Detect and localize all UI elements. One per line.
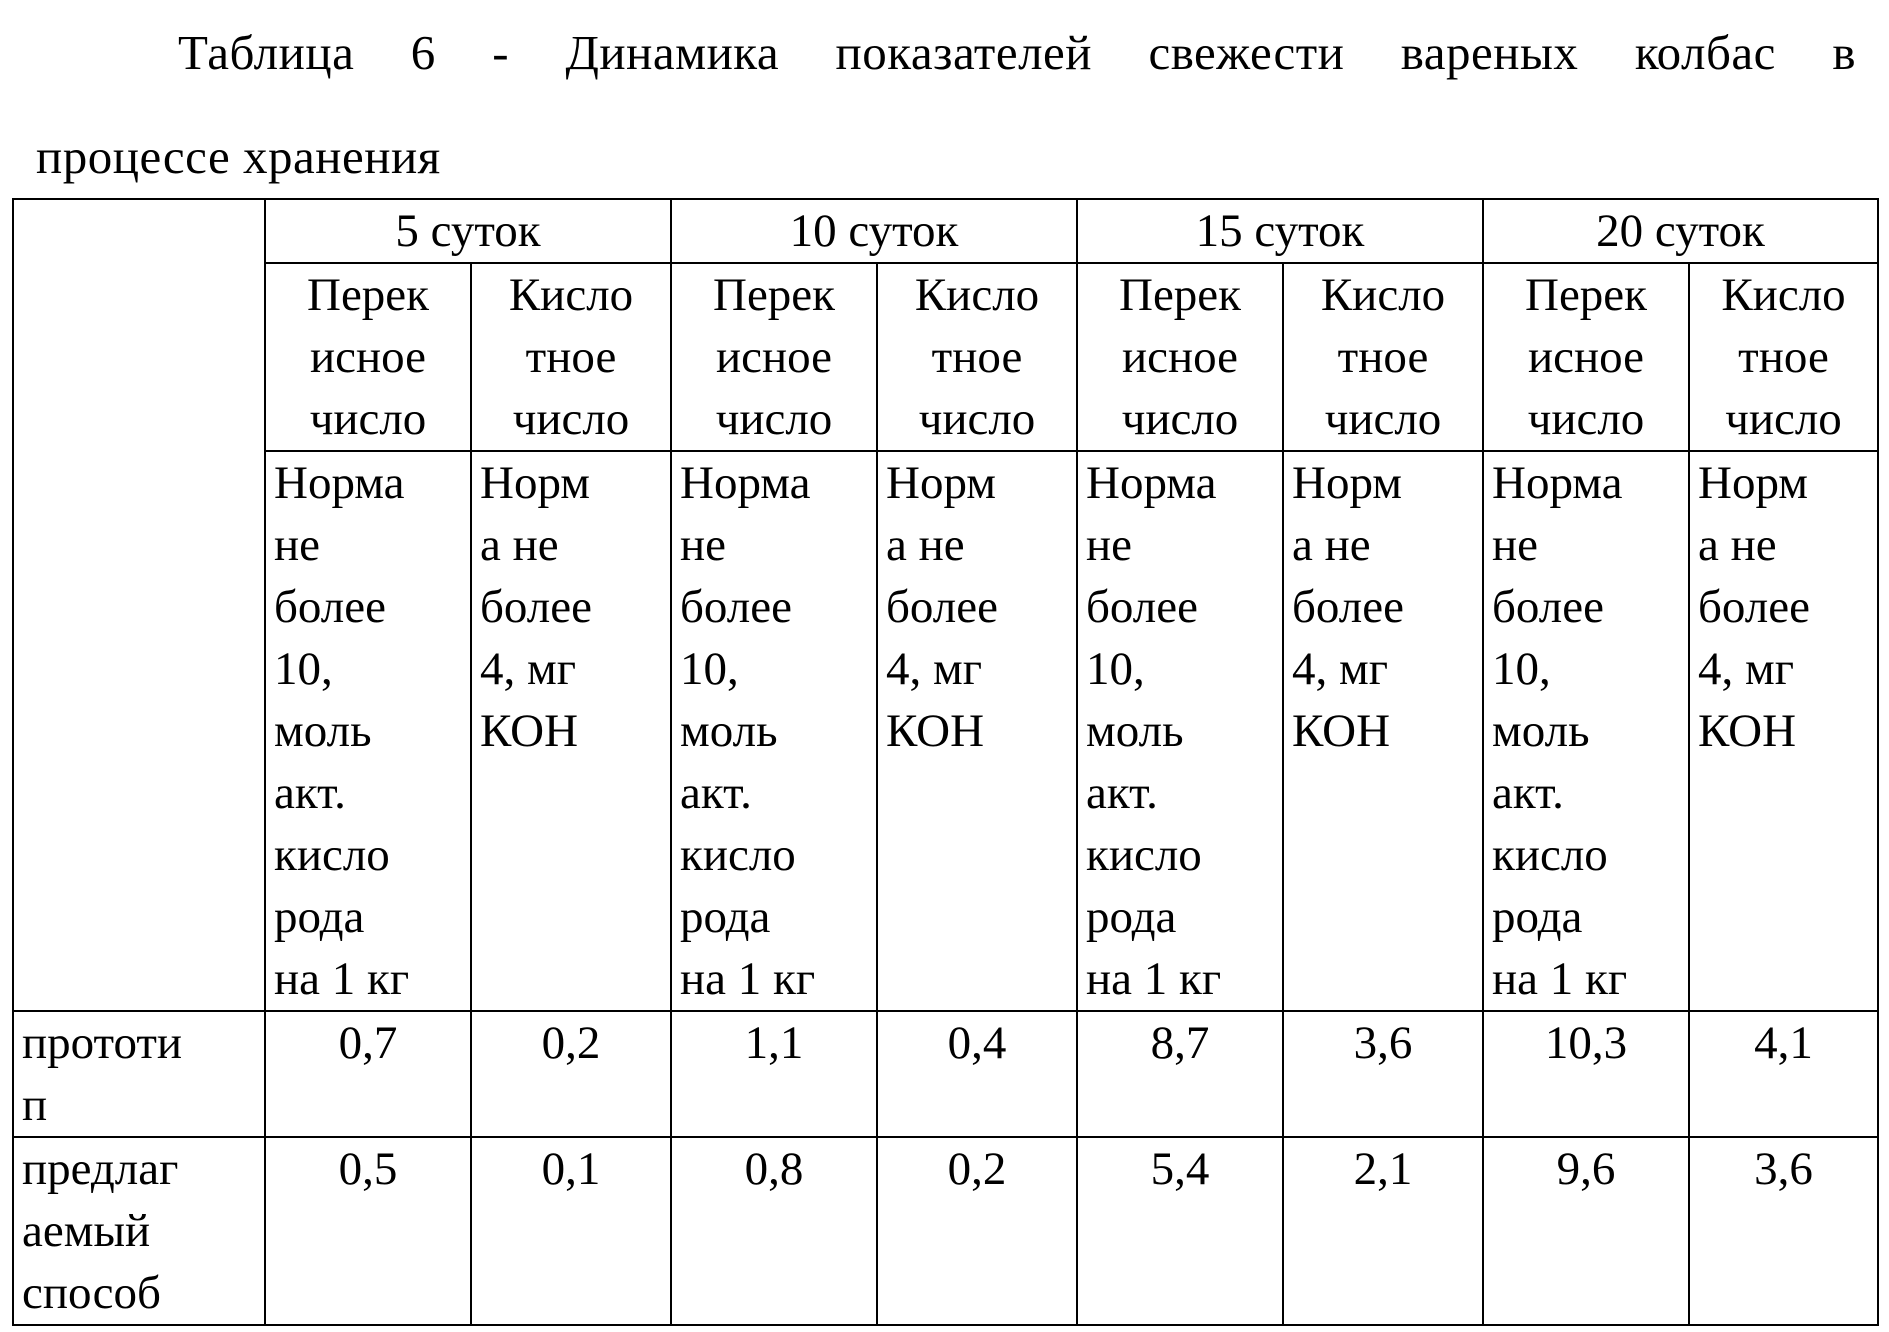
cell-line: Норм bbox=[1292, 457, 1402, 509]
cell-line: Перек bbox=[307, 269, 429, 321]
value-cell: 0,2 bbox=[877, 1137, 1077, 1325]
value-cell: 8,7 bbox=[1077, 1011, 1283, 1137]
cell-line: Перек bbox=[713, 269, 835, 321]
cell-line: число bbox=[1725, 393, 1842, 445]
acid-norm-cell bbox=[471, 451, 671, 1011]
cell-line: моль bbox=[680, 705, 778, 757]
value-cell: 10,3 bbox=[1483, 1011, 1689, 1137]
period-header: 5 суток bbox=[265, 199, 671, 263]
metric-header-row bbox=[13, 263, 1878, 451]
cell-line: на 1 кг bbox=[274, 953, 410, 1005]
acid-number-header bbox=[1689, 263, 1878, 451]
cell-line: п bbox=[22, 1079, 48, 1131]
cell-line: акт. bbox=[680, 767, 752, 819]
period-header: 15 суток bbox=[1077, 199, 1483, 263]
value-cell: 2,1 bbox=[1283, 1137, 1483, 1325]
value-cell: 0,2 bbox=[471, 1011, 671, 1137]
cell-line: предлаг bbox=[22, 1143, 179, 1195]
cell-line: не bbox=[680, 519, 727, 571]
acid-norm-cell bbox=[1689, 451, 1878, 1011]
cell-line: число bbox=[1527, 393, 1645, 445]
value-cell: 9,6 bbox=[1483, 1137, 1689, 1325]
cell-line: кисло bbox=[1492, 829, 1608, 881]
caption-line-2: процессе хранения bbox=[36, 129, 441, 184]
value-cell: 0,5 bbox=[265, 1137, 471, 1325]
cell-line: моль bbox=[1086, 705, 1184, 757]
cell-line: более bbox=[1086, 581, 1198, 633]
cell-line: Норма bbox=[1086, 457, 1217, 509]
peroxide-norm-cell bbox=[1483, 451, 1689, 1011]
table-row bbox=[13, 1137, 1878, 1325]
cell-line: способ bbox=[22, 1267, 161, 1319]
cell-line: более bbox=[680, 581, 792, 633]
peroxide-number-header bbox=[1077, 263, 1283, 451]
cell-line: 4, мг bbox=[1292, 643, 1389, 695]
cell-line: рода bbox=[274, 891, 365, 943]
period-header-row bbox=[13, 199, 1878, 263]
cell-line: Кисло bbox=[1320, 269, 1446, 321]
cell-line: более bbox=[886, 581, 998, 633]
cell-line: аемый bbox=[22, 1205, 151, 1257]
cell-line: тное bbox=[1738, 331, 1829, 383]
cell-line: кисло bbox=[274, 829, 390, 881]
cell-line: акт. bbox=[1086, 767, 1158, 819]
cell-line: Кисло bbox=[1721, 269, 1846, 321]
period-header: 10 суток bbox=[671, 199, 1077, 263]
cell-line: Норма bbox=[1492, 457, 1623, 509]
cell-line: 10, bbox=[680, 643, 739, 695]
cell-line: 10, bbox=[1086, 643, 1145, 695]
table-caption bbox=[36, 0, 1856, 210]
empty-corner-cell bbox=[13, 199, 265, 1011]
cell-line: тное bbox=[525, 331, 617, 383]
norm-row bbox=[13, 451, 1878, 1011]
cell-line: Кисло bbox=[914, 269, 1040, 321]
cell-line: не bbox=[274, 519, 321, 571]
cell-line: а не bbox=[480, 519, 559, 571]
row-label bbox=[13, 1011, 265, 1137]
cell-line: акт. bbox=[1492, 767, 1564, 819]
value-cell: 1,1 bbox=[671, 1011, 877, 1137]
acid-norm-cell bbox=[877, 451, 1077, 1011]
cell-line: а не bbox=[1698, 519, 1777, 571]
cell-line: исное bbox=[1527, 331, 1645, 383]
cell-line: КОН bbox=[1698, 705, 1797, 757]
value-cell: 0,7 bbox=[265, 1011, 471, 1137]
cell-line: число bbox=[309, 393, 427, 445]
cell-line: кисло bbox=[1086, 829, 1202, 881]
cell-line: не bbox=[1086, 519, 1133, 571]
cell-line: КОН bbox=[480, 705, 579, 757]
cell-line: 10, bbox=[1492, 643, 1551, 695]
value-cell: 3,6 bbox=[1283, 1011, 1483, 1137]
period-header: 20 суток bbox=[1483, 199, 1878, 263]
cell-line: тное bbox=[1337, 331, 1429, 383]
cell-line: а не bbox=[886, 519, 965, 571]
cell-line: кисло bbox=[680, 829, 796, 881]
cell-line: Норма bbox=[274, 457, 405, 509]
peroxide-norm-cell bbox=[671, 451, 877, 1011]
acid-norm-cell bbox=[1283, 451, 1483, 1011]
cell-line: 4, мг bbox=[886, 643, 983, 695]
acid-number-header bbox=[471, 263, 671, 451]
cell-line: КОН bbox=[886, 705, 985, 757]
acid-number-header bbox=[877, 263, 1077, 451]
freshness-table bbox=[12, 198, 1879, 1326]
cell-line: моль bbox=[1492, 705, 1590, 757]
cell-line: 10, bbox=[274, 643, 333, 695]
cell-line: Перек bbox=[1525, 269, 1647, 321]
value-cell: 0,4 bbox=[877, 1011, 1077, 1137]
cell-line: более bbox=[1492, 581, 1604, 633]
cell-line: а не bbox=[1292, 519, 1371, 571]
cell-line: акт. bbox=[274, 767, 346, 819]
cell-line: КОН bbox=[1292, 705, 1391, 757]
value-cell: 0,8 bbox=[671, 1137, 877, 1325]
cell-line: число bbox=[512, 393, 630, 445]
cell-line: более bbox=[274, 581, 386, 633]
cell-line: 4, мг bbox=[1698, 643, 1795, 695]
cell-line: Норм bbox=[886, 457, 996, 509]
cell-line: исное bbox=[309, 331, 427, 383]
cell-line: число bbox=[918, 393, 1036, 445]
cell-line: на 1 кг bbox=[1086, 953, 1222, 1005]
cell-line: не bbox=[1492, 519, 1539, 571]
acid-number-header bbox=[1283, 263, 1483, 451]
cell-line: прототи bbox=[22, 1017, 183, 1069]
cell-line: 4, мг bbox=[480, 643, 577, 695]
cell-line: более bbox=[480, 581, 592, 633]
peroxide-number-header bbox=[671, 263, 877, 451]
cell-line: более bbox=[1698, 581, 1810, 633]
value-cell: 0,1 bbox=[471, 1137, 671, 1325]
cell-line: Норма bbox=[680, 457, 811, 509]
cell-line: Норм bbox=[480, 457, 590, 509]
cell-line: тное bbox=[931, 331, 1023, 383]
cell-line: моль bbox=[274, 705, 372, 757]
cell-line: число bbox=[1324, 393, 1442, 445]
cell-line: на 1 кг bbox=[680, 953, 816, 1005]
table-row bbox=[13, 1011, 1878, 1137]
cell-line: более bbox=[1292, 581, 1404, 633]
peroxide-norm-cell bbox=[265, 451, 471, 1011]
caption-line-1: Таблица 6 - Динамика показателей свежести вареных колбас в bbox=[178, 25, 1856, 80]
value-cell: 3,6 bbox=[1689, 1137, 1878, 1325]
cell-line: Норм bbox=[1698, 457, 1808, 509]
cell-line: Кисло bbox=[508, 269, 634, 321]
value-cell: 4,1 bbox=[1689, 1011, 1878, 1137]
peroxide-number-header bbox=[1483, 263, 1689, 451]
cell-line: Перек bbox=[1119, 269, 1241, 321]
cell-line: исное bbox=[715, 331, 833, 383]
cell-line: рода bbox=[680, 891, 771, 943]
value-cell: 5,4 bbox=[1077, 1137, 1283, 1325]
row-label bbox=[13, 1137, 265, 1325]
cell-line: рода bbox=[1086, 891, 1177, 943]
cell-line: на 1 кг bbox=[1492, 953, 1628, 1005]
cell-line: число bbox=[1121, 393, 1239, 445]
cell-line: исное bbox=[1121, 331, 1239, 383]
peroxide-norm-cell bbox=[1077, 451, 1283, 1011]
cell-line: рода bbox=[1492, 891, 1583, 943]
cell-line: число bbox=[715, 393, 833, 445]
peroxide-number-header bbox=[265, 263, 471, 451]
